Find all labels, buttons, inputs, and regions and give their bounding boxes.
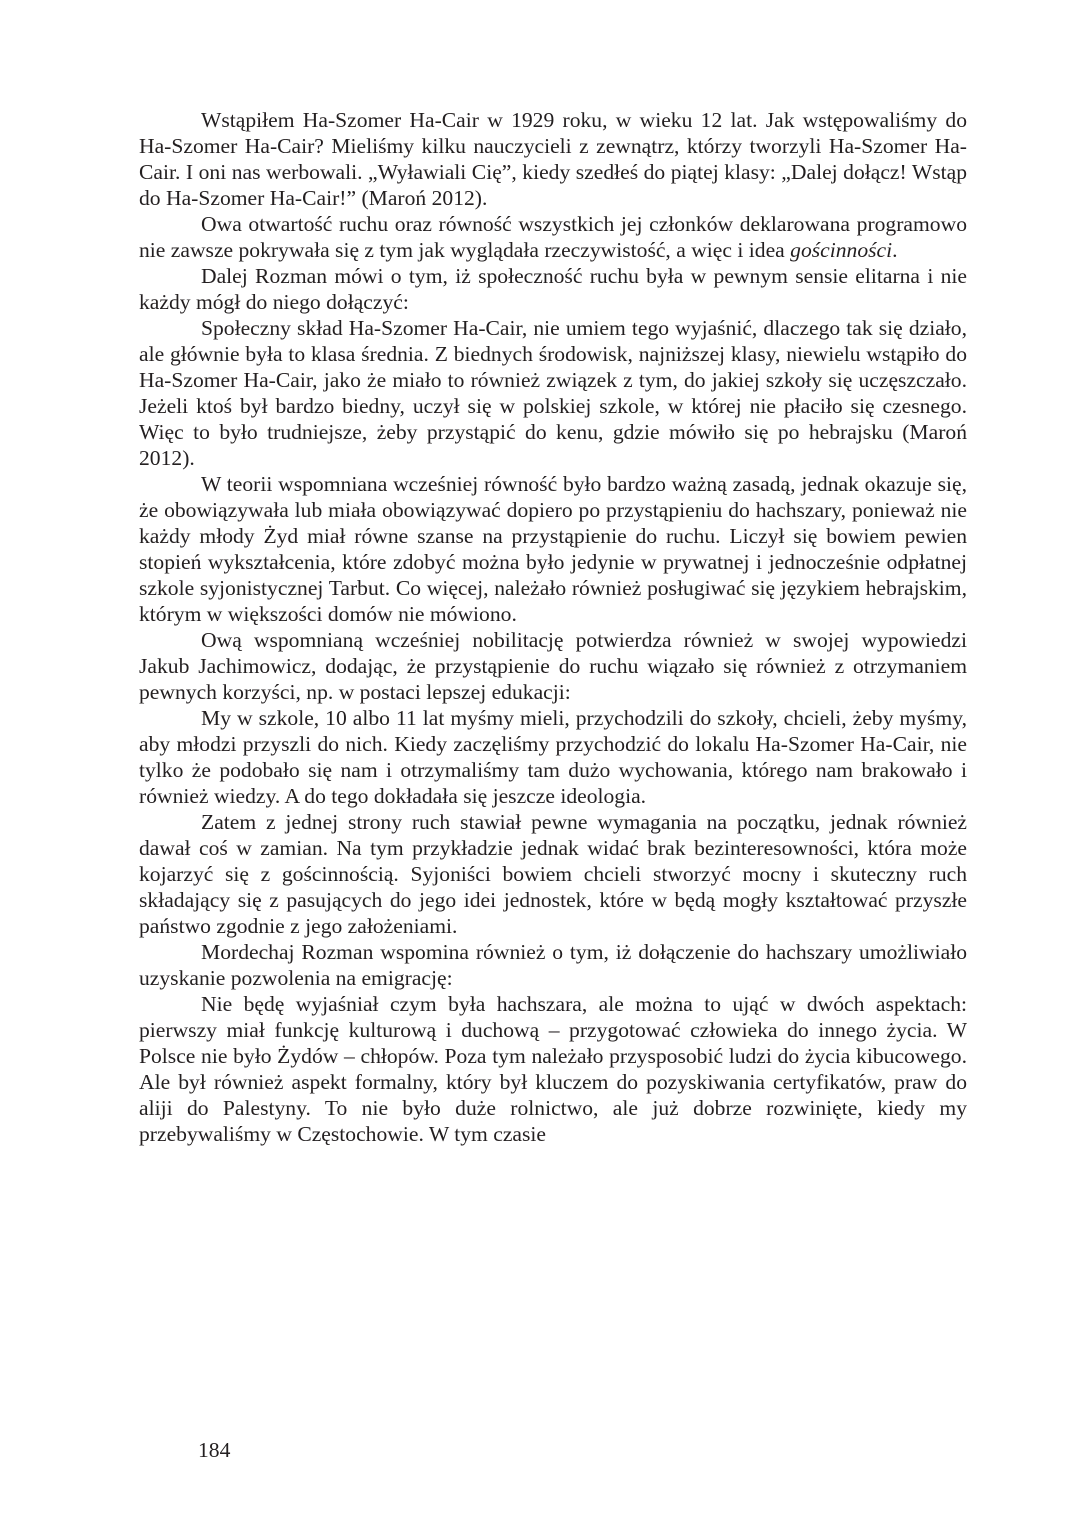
- quote-paragraph-1: Wstąpiłem Ha-Szomer Ha-Cair w 1929 roku, w wieku 12 lat. Jak wstępowaliśmy do Ha-Szomer Ha-Cair? Mieliśmy kilku nauczycieli z zewnątrz, którzy tworzyli Ha-Szomer Ha-Cair. I oni nas werbowali. „Wyławiali Cię”, kiedy szedłeś do piątej klasy: „Dalej dołącz! Wstąp do Ha-Szomer Ha-Cair!” (Maroń 2012).: [139, 108, 967, 210]
- paragraph-9: Mordechaj Rozman wspomina również o tym, iż dołączenie do hachszary umożliwiało uzyskanie pozwolenia na emigrację:: [139, 940, 967, 990]
- paragraph-5: W teorii wspomniana wcześniej równość było bardzo ważną zasadą, jednak okazuje się, że obowiązywała lub miała obowiązywać dopiero po przystąpieniu do hachszary, ponieważ nie każdy młody Żyd miał równe szanse na przystąpienie do ruchu. Liczył się bowiem pewien stopień wykształcenia, które zdobyć można było jedynie w prywatnej i jednocześnie odpłatnej szkole syjonistycznej Tarbut. Co więcej, należało również posługiwać się językiem hebrajskim, którym w większości domów nie mówiono.: [139, 472, 967, 626]
- paragraph-2-emphasis: gościnności: [790, 238, 893, 262]
- quote-paragraph-10: Nie będę wyjaśniał czym była hachszara, ale można to ująć w dwóch aspektach: pierwszy miał funkcję kulturową i duchową – przygotować człowieka do innego życia. W Polsce nie było Żydów – chłopów. Poza tym należało przysposobić ludzi do życia kibucowego. Ale był również aspekt formalny, który był kluczem do pozyskiwania certyfikatów, praw do aliji do Palestyny. To nie było duże rolnictwo, ale już dobrze rozwinięte, kiedy my przebywaliśmy w Częstochowie. W tym czasie: [139, 992, 967, 1146]
- quote-paragraph-7: My w szkole, 10 albo 11 lat myśmy mieli, przychodzili do szkoły, chcieli, żeby myśmy, aby młodzi przyszli do nich. Kiedy zaczęliśmy przychodzić do lokalu Ha-Szomer Ha-Cair, nie tylko że podobało się nam i otrzymaliśmy tam dużo wychowania, którego nam brakowało i również wiedzy. A do tego dokładała się jeszcze ideologia.: [139, 706, 967, 808]
- paragraph-6: Ową wspomnianą wcześniej nobilitację potwierdza również w swojej wypowiedzi Jakub Jachimowicz, dodając, że przystąpienie do ruchu wiązało się również z otrzymaniem pewnych korzyści, np. w postaci lepszej edukacji:: [139, 628, 967, 704]
- paragraph-3: Dalej Rozman mówi o tym, iż społeczność ruchu była w pewnym sensie elitarna i nie każdy mógł do niego dołączyć:: [139, 264, 967, 314]
- paragraph-2-text: Owa otwartość ruchu oraz równość wszystkich jej członków deklarowana programowo nie zawsze pokrywała się z tym jak wyglądała rzeczywistość, a więc i idea: [139, 212, 967, 262]
- paragraph-2-end: .: [892, 238, 898, 262]
- paragraph-8: Zatem z jednej strony ruch stawiał pewne wymagania na początku, jednak również dawał coś w zamian. Na tym przykładzie jednak widać brak bezinteresowności, która może kojarzyć się z gościnnością. Syjoniści bowiem chcieli stworzyć mocny i skuteczny ruch składający się z pasujących do jego idei jednostek, które w będą mogły kształtować przyszłe państwo zgodnie z jego założeniami.: [139, 810, 967, 938]
- quote-paragraph-4: Społeczny skład Ha-Szomer Ha-Cair, nie umiem tego wyjaśnić, dlaczego tak się działo, ale głównie była to klasa średnia. Z biednych środowisk, najniższej klasy, niewielu wstąpiło do Ha-Szomer Ha-Cair, jako że miało to również związek z tym, do jakiej szkoły się uczęszczało. Jeżeli ktoś był bardzo biedny, uczył się w polskiej szkole, w której nie płaciło się czesnego. Więc to było trudniejsze, żeby przystąpić do kenu, gdzie mówiło się po hebrajsku (Maroń 2012).: [139, 316, 967, 470]
- body-text: [139, 107, 967, 1147]
- paragraph-2: [139, 211, 967, 263]
- page-number: 184: [198, 1438, 231, 1462]
